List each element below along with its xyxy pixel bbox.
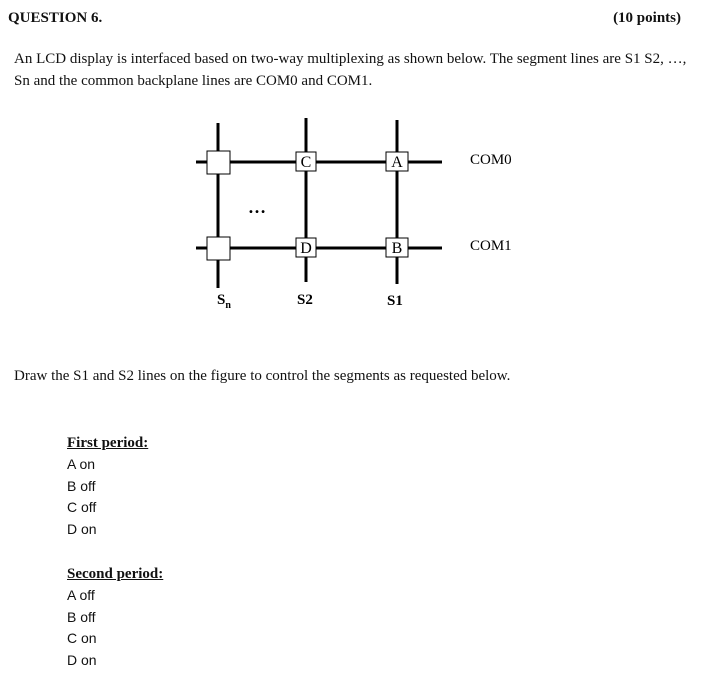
list-item: D on [67,651,97,668]
instruction-text: Draw the S1 and S2 lines on the figure to control the segments as requested below. [14,368,511,384]
question-title: QUESTION 6. [8,10,103,26]
second-period [67,563,163,671]
s2-label: S2 [297,292,313,308]
list-item: A off [67,587,95,603]
list-item: C on [67,630,97,646]
first-period-title: First period: [67,435,149,451]
question-points: (10 points) [613,10,681,26]
segment-c-label: C [300,154,312,171]
list-item: C off [67,499,97,515]
list-item: B off [67,608,96,625]
second-period-title: Second period: [67,566,164,582]
com0-label: COM0 [470,152,512,168]
question-description: An LCD display is interfaced based on two-way multiplexing as shown below. The segment lines are S1 S2, …, Sn and the common backplane lines are COM0 and COM1. [14,51,687,89]
segment-d-label: D [300,240,312,257]
first-period [67,432,148,540]
com1-label: COM1 [470,238,512,254]
ellipsis: … [248,197,266,217]
sn-com1-box [207,237,230,260]
sn-label: $S_n$ [217,292,231,311]
list-item: A on [67,456,96,472]
list-item: B off [67,477,96,494]
segment-b-label: B [391,240,403,257]
segment-a-label: A [391,154,403,171]
sn-com0-box [207,151,230,174]
s1-label: S1 [387,293,403,309]
list-item: D on [67,520,97,537]
